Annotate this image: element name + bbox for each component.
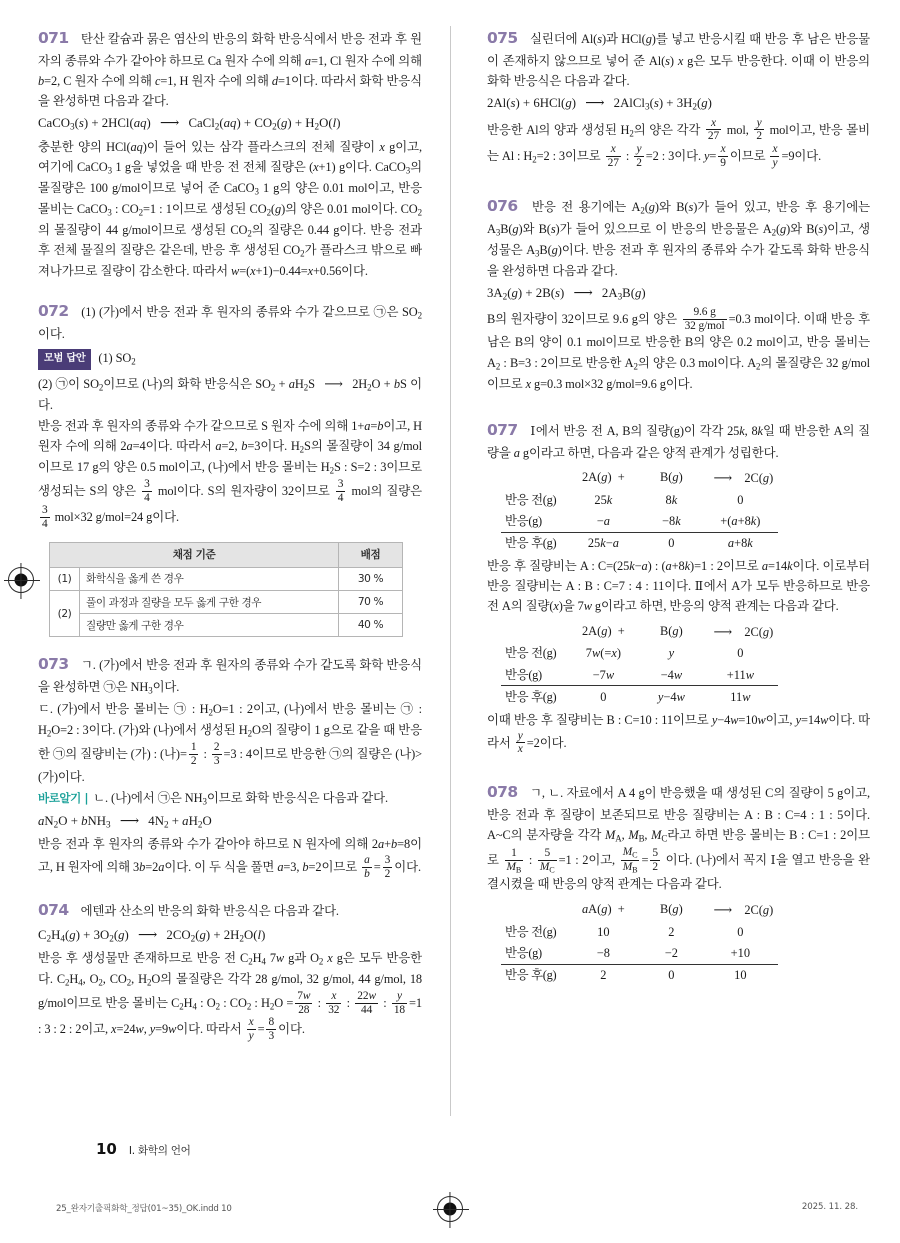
stoich-label-before: 반응 전(g): [505, 646, 557, 661]
stoich-cell: y−4w: [657, 689, 685, 704]
stoich-eq-b: B(g): [659, 624, 683, 639]
stoich-table-077-first: [501, 467, 778, 554]
equation-074: $C_2H_4(g) + 3O_2(g)$ ⟶ $2CO_2(g) + 2H_2O(l)$: [38, 924, 422, 947]
problem-074-paragraph-2: 반응 후 생성물만 존재하므로 반응 전 $C_2H_4$ 7w g과 $O_2$ x g은 모두 반응한다. $C_2H_4$, $O_2$, $CO_2$, $H_2O$의 몰질량은 각각 28 g/mol, 32 g/mol, 44 g/mol, 18 g/mol이므로 반응 몰비는 $C_2H_4$ : $O_2$ : $CO_2$ : $H_2O$ = $\frac{7w}{28}$ : $\frac{x}{32}$ : $\frac{22w}{44}$ : $\frac{y}{18}$ =1 : 3 : 2 : 2이고, x=24w, y=9w이다. 따라서 $\frac{x}{y}$ = $\frac{8}{3}$ 이다.: [38, 951, 423, 1043]
stoich-cell: 25k−a: [587, 536, 619, 551]
row-points: 70 %: [339, 590, 403, 613]
stoich-row-change: [501, 664, 778, 686]
stoich-label-after: 반응 후(g): [505, 689, 557, 704]
problem-number-072: 072: [38, 301, 69, 320]
problem-072-model-answer: [38, 348, 422, 371]
problem-073-paragraph-3: [38, 788, 422, 809]
stoich-label-before: 반응 전(g): [505, 924, 557, 939]
p078-text-1: ㄱ, ㄴ. 자료에서 A 4 g이 반응했을 때 생성된 C의 질량이 5 g이고, 반응 전과 후 질량이 보존되므로 반응 질량비는 A : B : C=4 : 1 : 5이다. A~C의 분자량을 각각 $M_A$, $M_B$, $M_C$라고 하면 반응 몰비는 B : C=1 : 2이므로 $\frac{1}{M_B}$ : $\frac{5}{M_C}$ =1 : 2이고, $\frac{M_C}{M_B}$ = $\frac{5}{2}$ 이다. (나)에서 꼭지 Ⅰ을 열고 반응을 완결시켰을 때 반응의 양적 관계는 다음과 같다.: [487, 786, 870, 892]
stoich-equation-row: [501, 620, 778, 643]
problem-075: [487, 26, 870, 170]
equation-073: $aN_2O + bNH_3$ ⟶ $4N_2 + aH_2O$: [38, 810, 422, 833]
problem-077: [487, 418, 870, 757]
problem-071-paragraph-1: 071 탄산 칼슘과 묽은 염산의 반응의 화학 반응식에서 반응 전과 후 원자의 종류와 수가 같아야 하므로 Ca 원자 수에 의해 a=1, Cl 원자 수에 의해 b=2, C 원자 수에 의해 c=1, H 원자 수에 의해 d=1이다. 따라서 화학 반응식을 완성하면 다음과 같다.: [38, 29, 422, 109]
stoich-cell: 8k: [665, 492, 678, 507]
grading-criteria-table: [49, 542, 403, 638]
problem-073: [38, 652, 422, 880]
stoich-cell: −8: [566, 942, 640, 964]
stoich-corner: [501, 620, 566, 643]
stoich-cell: 0: [737, 492, 744, 507]
stoich-corner: [501, 898, 566, 921]
stoich-eq-b: B(g): [659, 902, 683, 917]
problem-072: [38, 299, 422, 638]
p071-e: =1이다. 따라서 화학 반응식을 완성하면 다음과 같다.: [38, 74, 422, 109]
stoich-cell: −2: [640, 942, 702, 964]
right-column: [450, 26, 900, 1116]
stoich-cell: 0: [600, 689, 607, 704]
stoich-cell: +(a+8k): [702, 511, 778, 533]
left-column: [0, 26, 450, 1116]
stoich-cell: 0: [668, 967, 675, 982]
row-criterion: 질량만 옳게 구한 경우: [80, 614, 339, 637]
table-row: [50, 614, 403, 637]
stoich-table-077-second: [501, 620, 778, 707]
print-metadata-bar: [0, 1198, 900, 1228]
stoich-label-change: 반응(g): [501, 511, 566, 533]
stoich-label-after: 반응 후(g): [505, 536, 557, 551]
problem-078-paragraph-1: [487, 780, 870, 894]
row-criterion: 화학식을 옳게 쓴 경우: [80, 567, 339, 590]
stoich-eq-b: B(g): [659, 470, 683, 485]
problem-074: [38, 898, 422, 1043]
stoich-equation-row: [501, 467, 778, 490]
problem-077-paragraph-1: [487, 418, 870, 463]
stoich-row-before: [501, 643, 778, 664]
problem-072-paragraph-1: [38, 299, 422, 344]
stoich-label-before: 반응 전(g): [505, 492, 557, 507]
row-index: (1): [50, 567, 80, 590]
p074-text-1: 에텐과 산소의 반응의 화학 반응식은 다음과 같다.: [80, 903, 339, 918]
stoich-row-after: [501, 532, 778, 554]
stoich-eq-c: ⟶ 2C(g): [702, 898, 778, 921]
p077-text-1: Ⅰ에서 반응 전 A, B의 질량(g)이 각각 25k, 8k일 때 반응한 A의 질량을 a g이라고 하면, 다음과 같은 양적 관계가 성립한다.: [487, 423, 870, 460]
print-date: 2025. 11. 28.: [801, 1202, 858, 1212]
stoich-row-change: [501, 511, 778, 533]
p071-b: =1, Cl 원자 수에 의해: [310, 54, 422, 69]
row-index: (2): [50, 590, 80, 636]
problem-071: [38, 26, 422, 282]
stoich-row-after: [501, 964, 778, 986]
stoich-eq-a: 2A(g) +: [581, 624, 625, 639]
problem-075-paragraph-2: 반응한 Al의 양과 생성된 $H_2$의 양은 각각 $\frac{x}{27}$ mol, $\frac{y}{2}$ mol이고, 반응 몰비는 Al : $H_2=2$ : 3이므로 $\frac{x}{27}$ : $\frac{y}{2}$ =2 : 3이다. y= $\frac{x}{9}$ 이므로 $\frac{x}{y}$ =9이다.: [487, 116, 871, 169]
problem-076-paragraph-2: B의 원자량이 32이므로 9.6 g의 양은 $\frac{9.6 g}{\text{32 g/mol}}$ =0.3 mol이다. 이때 반응 후 남은 B의 양이 0.1 mol이므로 반응한 B의 양은 0.2 mol이고, 반응 몰비는 $A_2$ : B=3 : 2이므로 반응한 $A_2$의 양은 0.3 mol이다. $A_2$의 몰질량은 32 g/mol이므로 x g=0.3 mol×32 g/mol=9.6 g이다.: [487, 305, 870, 391]
problem-074-paragraph-1: [38, 898, 422, 923]
problem-number-077: 077: [487, 420, 518, 439]
stoich-row-after: [501, 686, 778, 708]
stoich-row-change: [501, 942, 778, 964]
stoich-eq-c: ⟶ 2C(g): [702, 467, 778, 490]
chapter-label: I. 화학의 언어: [128, 1145, 191, 1157]
table-row: [50, 567, 403, 590]
p072-text-1: (1) (가)에서 반응 전과 후 원자의 종류와 수가 같으므로 ㉠은 $SO_2$이다.: [38, 304, 422, 341]
baroalgi-label: 바로알기 |: [38, 790, 89, 805]
p073-text-1: ㄱ. (가)에서 반응 전과 후 원자의 종류와 수가 같도록 화학 반응식을 완성하면 ㉠은 $NH_3$이다.: [38, 658, 423, 696]
problem-073-paragraph-1: [38, 652, 422, 698]
problem-077-paragraph-3: 이때 반응 후 질량비는 B : C=10 : 11이므로 y−4w=10w이고, y=14w이다. 따라서 $\frac{y}{x}$ =2이다.: [487, 712, 871, 756]
table-header-row: [50, 542, 403, 567]
problem-076: [487, 194, 870, 394]
header-points: 배점: [339, 542, 403, 567]
stoich-label-change: 반응(g): [501, 942, 566, 964]
problem-number-078: 078: [487, 783, 518, 802]
row-points: 40 %: [339, 614, 403, 637]
problem-073-paragraph-2: ㄷ. (가)에서 반응 몰비는 ㉠ : $H_2O=1$ : 2이고, (나)에서 반응 몰비는 ㉠ : $H_2O=2$ : 3이다. (가)와 (나)에서 생성된 $H_2O$의 질량이 1 g으로 같을 때 반응한 ㉠의 질량비는 (가) : (나)= $\frac{1}{2}$ : $\frac{2}{3}$ =3 : 4이므로 반응한 ㉠의 질량은 (나)>(가)이다.: [38, 701, 423, 785]
p075-text-1: 실린더에 Al(s)과 HCl(g)를 넣고 반응시킬 때 반응 후 남은 반응물이 존재하지 않으므로 넣어 준 Al(s) x g은 모두 반응한다. 이때 이 반응의 화학 반응식은 다음과 같다.: [487, 32, 870, 89]
stoich-cell: −7w: [566, 664, 640, 686]
equation-075: 2Al(s) + 6HCl(g) ⟶ 2AlCl$_3$(s) + $3H_2(g)$: [487, 92, 870, 115]
p076-text-1: 반응 전 용기에는 $A_2(g)$와 B(s)가 들어 있고, 반응 후 용기에는 $A_3B(g)$와 B(s)가 들어 있으므로 이 반응의 반응물은 $A_2(g)$와 B(s)이고, 생성물은 $A_3B(g)$이다. 반응 전과 후 원자의 종류와 수가 같도록 화학 반응식을 완성하면 다음과 같다.: [487, 199, 870, 278]
problem-072-paragraph-2: (2) ㉠이 $SO_2$이므로 (나)의 화학 반응식은 $SO_2 + aH_2S$ ⟶ $2H_2O$ + bS 이다.: [38, 373, 422, 415]
stoich-cell: +10: [702, 942, 778, 964]
stoich-cell: 2: [668, 924, 675, 939]
p073-text-3: ㄴ. (나)에서 ㉠은 $NH_3$이므로 화학 반응식은 다음과 같다.: [93, 790, 388, 807]
stoich-cell: 10: [734, 967, 747, 982]
two-column-body: [0, 26, 900, 1116]
problem-071-paragraph-2: 충분한 양의 HCl(aq)이 들어 있는 삼각 플라스크의 전체 질량이 x g이고, 여기에 CaCO$_3$ 1 g을 넣었을 때 반응 전 전체 질량은 (x+1) g이다. CaCO$_3$의 몰질량은 100 g/mol이므로 넣어 준 CaCO$_3$ 1 g의 양은 0.01 mol이고, 반응 몰비는 CaCO$_3$ : $CO_2=1$ : 1이므로 생성된 $CO_2(g)$의 양은 0.01 mol이다. $CO_2$의 몰질량이 44 g/mol이므로 생성된 $CO_2$의 질량은 0.44 g이다. 반응 전과 후 전체 물질의 질량은 같은데, 반응 후 생성된 $CO_2$가 플라스크 밖으로 빠져나가므로 질량이 감소한다. 따라서 w=(x+1)−0.44=x+0.56이다.: [38, 139, 423, 279]
page-footer: [96, 1140, 191, 1158]
p071-a: 탄산 칼슘과 묽은 염산의 반응의 화학 반응식에서 반응 전과 후 원자의 종류와 수가 같아야 하므로 Ca 원자 수에 의해: [38, 32, 422, 69]
equation-076: $3A_2(g) + 2B(s)$ ⟶ $2A_3B(g)$: [487, 282, 870, 305]
model-answer-badge: 모범 답안: [38, 349, 91, 371]
problem-075-paragraph-1: [487, 26, 870, 91]
stoich-table-078: [501, 898, 778, 985]
problem-number-075: 075: [487, 29, 518, 47]
stoich-cell: 0: [737, 646, 744, 661]
problem-number-073: 073: [38, 655, 69, 674]
p071-c: =2, C 원자 수에 의해: [44, 74, 155, 89]
problem-073-paragraph-4: 반응 전과 후 원자의 종류와 수가 같아야 하므로 N 원자에 의해 2a+b=8이고, H 원자에 의해 3b=2a이다. 이 두 식을 풀면 a=3, b=2이므로 $\frac{a}{b}$ = $\frac{3}{2}$ 이다.: [38, 837, 422, 880]
problem-076-paragraph-1: [487, 194, 870, 281]
stoich-cell: 7w(=x): [585, 646, 621, 661]
row-criterion: 풀이 과정과 질량을 모두 옳게 구한 경우: [80, 590, 339, 613]
stoich-cell: y: [668, 646, 675, 661]
stoich-cell: 11w: [730, 689, 751, 704]
p071-d: =1, H 원자 수에 의해: [160, 74, 272, 89]
stoich-cell: 0: [737, 924, 744, 939]
stoich-cell: −a: [566, 511, 640, 533]
header-criteria: 채점 기준: [50, 542, 339, 567]
row-points: 30 %: [339, 567, 403, 590]
stoich-cell: 25k: [594, 492, 613, 507]
page-number: 10: [96, 1140, 117, 1158]
stoich-row-before: [501, 921, 778, 942]
stoich-label-after: 반응 후(g): [505, 967, 557, 982]
stoich-cell: 0: [668, 536, 675, 551]
problem-number-071: 071: [38, 29, 69, 47]
stoich-cell: −4w: [640, 664, 702, 686]
problem-077-paragraph-2: 반응 후 질량비는 A : C=(25k−a) : (a+8k)=1 : 2이므로 a=14k이다. 이로부터 반응 질량비는 A : B : C=7 : 4 : 11이다. Ⅱ에서 A가 모두 반응하므로 반응 전 A의 질량(x)을 7w g이라고 하면, 반응의 양적 관계는 다음과 같다.: [487, 559, 870, 614]
stoich-label-change: 반응(g): [501, 664, 566, 686]
stoich-eq-a: aA(g) +: [581, 902, 625, 917]
stoich-equation-row: [501, 898, 778, 921]
print-filename: 25_완자기출픽화학_정답(01~35)_OK.indd 10: [56, 1204, 232, 1214]
stoich-cell: +11w: [702, 664, 778, 686]
stoich-cell: 10: [597, 924, 610, 939]
stoich-corner: [501, 467, 566, 490]
equation-071: CaCO$_3$(s) + 2HCl(aq) ⟶ CaCl$_2$(aq) + $CO_2(g) + H_2O(l)$: [38, 112, 422, 135]
stoich-eq-c: ⟶ 2C(g): [702, 620, 778, 643]
problem-078: [487, 780, 870, 985]
table-row: [50, 590, 403, 613]
stoich-cell: a+8k: [727, 536, 753, 551]
model-answer-text: (1) $SO_2$: [98, 350, 136, 367]
stoich-row-before: [501, 490, 778, 511]
problem-072-paragraph-3: 반응 전과 후 원자의 종류와 수가 같으므로 S 원자 수에 의해 1+a=b이고, H 원자 수에 의해 2a=4이다. 따라서 a=2, b=3이다. $H_2S$의 몰질량이 34 g/mol이므로 17 g의 양은 0.5 mol이고, (나)에서 반응 몰비는 $H_2S$ : S=2 : 3이므로 생성되는 S의 양은 $\frac{3}{4}$ mol이다. S의 원자량이 32이므로 $\frac{3}{4}$ mol의 질량은 $\frac{3}{4}$ mol×32 g/mol=24 g이다.: [38, 418, 423, 531]
stoich-eq-a: 2A(g) +: [581, 470, 625, 485]
stoich-cell: −8k: [640, 511, 702, 533]
problem-number-076: 076: [487, 196, 518, 215]
problem-number-074: 074: [38, 900, 69, 919]
stoich-cell: 2: [600, 967, 607, 982]
